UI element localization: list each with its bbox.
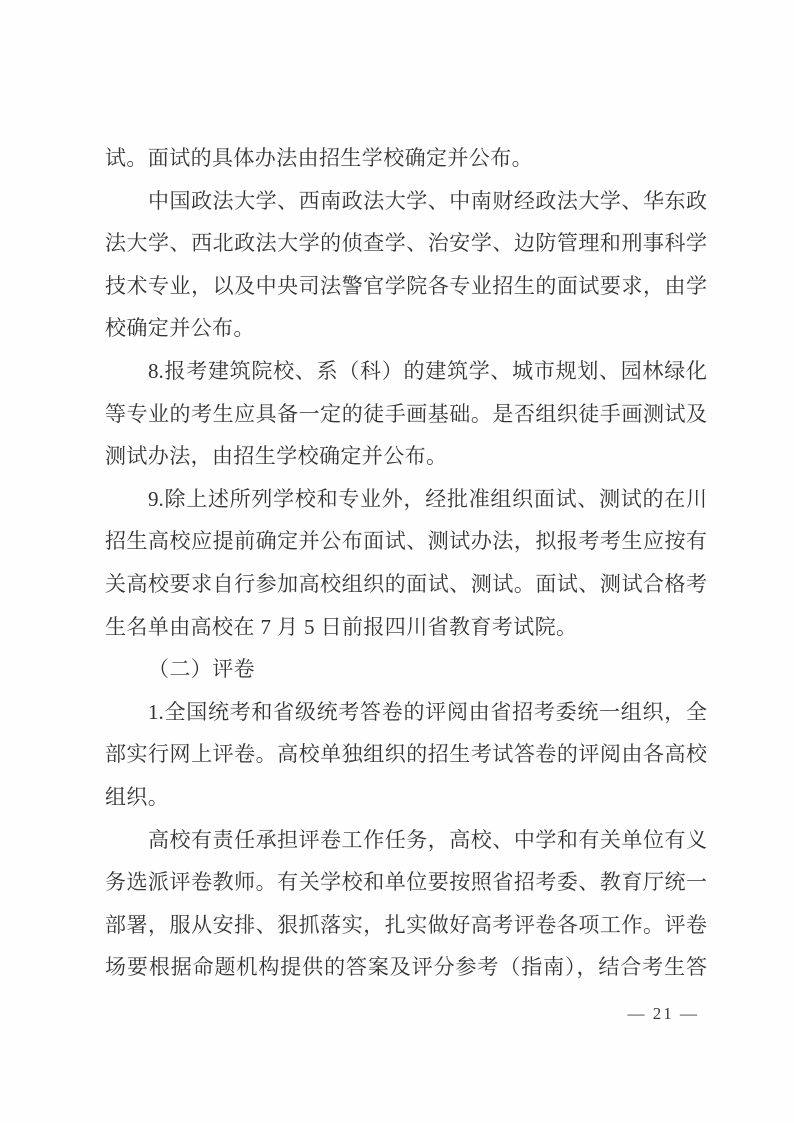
text-line: 场要根据命题机构提供的答案及评分参考（指南），结合考生答 — [105, 955, 707, 980]
page-number — [628, 1002, 700, 1026]
text-line: 务选派评卷教师。有关学校和单位要按照省招考委、教育厅统一 — [105, 870, 707, 895]
text-line: 中国政法大学、西南政法大学、中南财经政法大学、华东政 — [148, 188, 707, 213]
section-heading: （二）评卷 — [148, 657, 255, 682]
text-line: 部实行网上评卷。高校单独组织的招生考试答卷的评阅由各高校 — [105, 742, 707, 767]
text-line: 技术专业，以及中央司法警官学院各专业招生的面试要求，由学 — [105, 273, 707, 298]
text-line: 测试办法，由招生学校确定并公布。 — [105, 444, 448, 469]
text-line: 1.全国统考和省级统考答卷的评阅由省招考委统一组织，全 — [148, 699, 707, 724]
text-line: 高校有责任承担评卷工作任务，高校、中学和有关单位有义 — [148, 827, 707, 852]
text-line: 生名单由高校在 7 月 5 日前报四川省教育考试院。 — [105, 614, 578, 639]
text-line: 等专业的考生应具备一定的徒手画基础。是否组织徒手画测试及 — [105, 401, 707, 426]
text-line: 试。面试的具体办法由招生学校确定并公布。 — [105, 146, 533, 170]
text-line: 法大学、西北政法大学的侦查学、治安学、边防管理和刑事科学 — [105, 231, 707, 256]
page-number-label: — 21 — — [627, 1004, 699, 1023]
document-body — [105, 137, 707, 989]
text-line: 关高校要求自行参加高校组织的面试、测试。面试、测试合格考 — [105, 571, 707, 596]
text-line: 招生高校应提前确定并公布面试、测试办法，拟报考考生应按有 — [105, 529, 707, 554]
text-line: 9.除上述所列学校和专业外，经批准组织面试、测试的在川 — [148, 486, 707, 511]
text-line: 组织。 — [105, 784, 170, 809]
text-line: 校确定并公布。 — [105, 316, 255, 341]
text-line: 8.报考建筑院校、系（科）的建筑学、城市规划、园林绿化 — [148, 358, 707, 383]
text-line: 部署，服从安排、狠抓落实，扎实做好高考评卷各项工作。评卷 — [105, 912, 707, 937]
